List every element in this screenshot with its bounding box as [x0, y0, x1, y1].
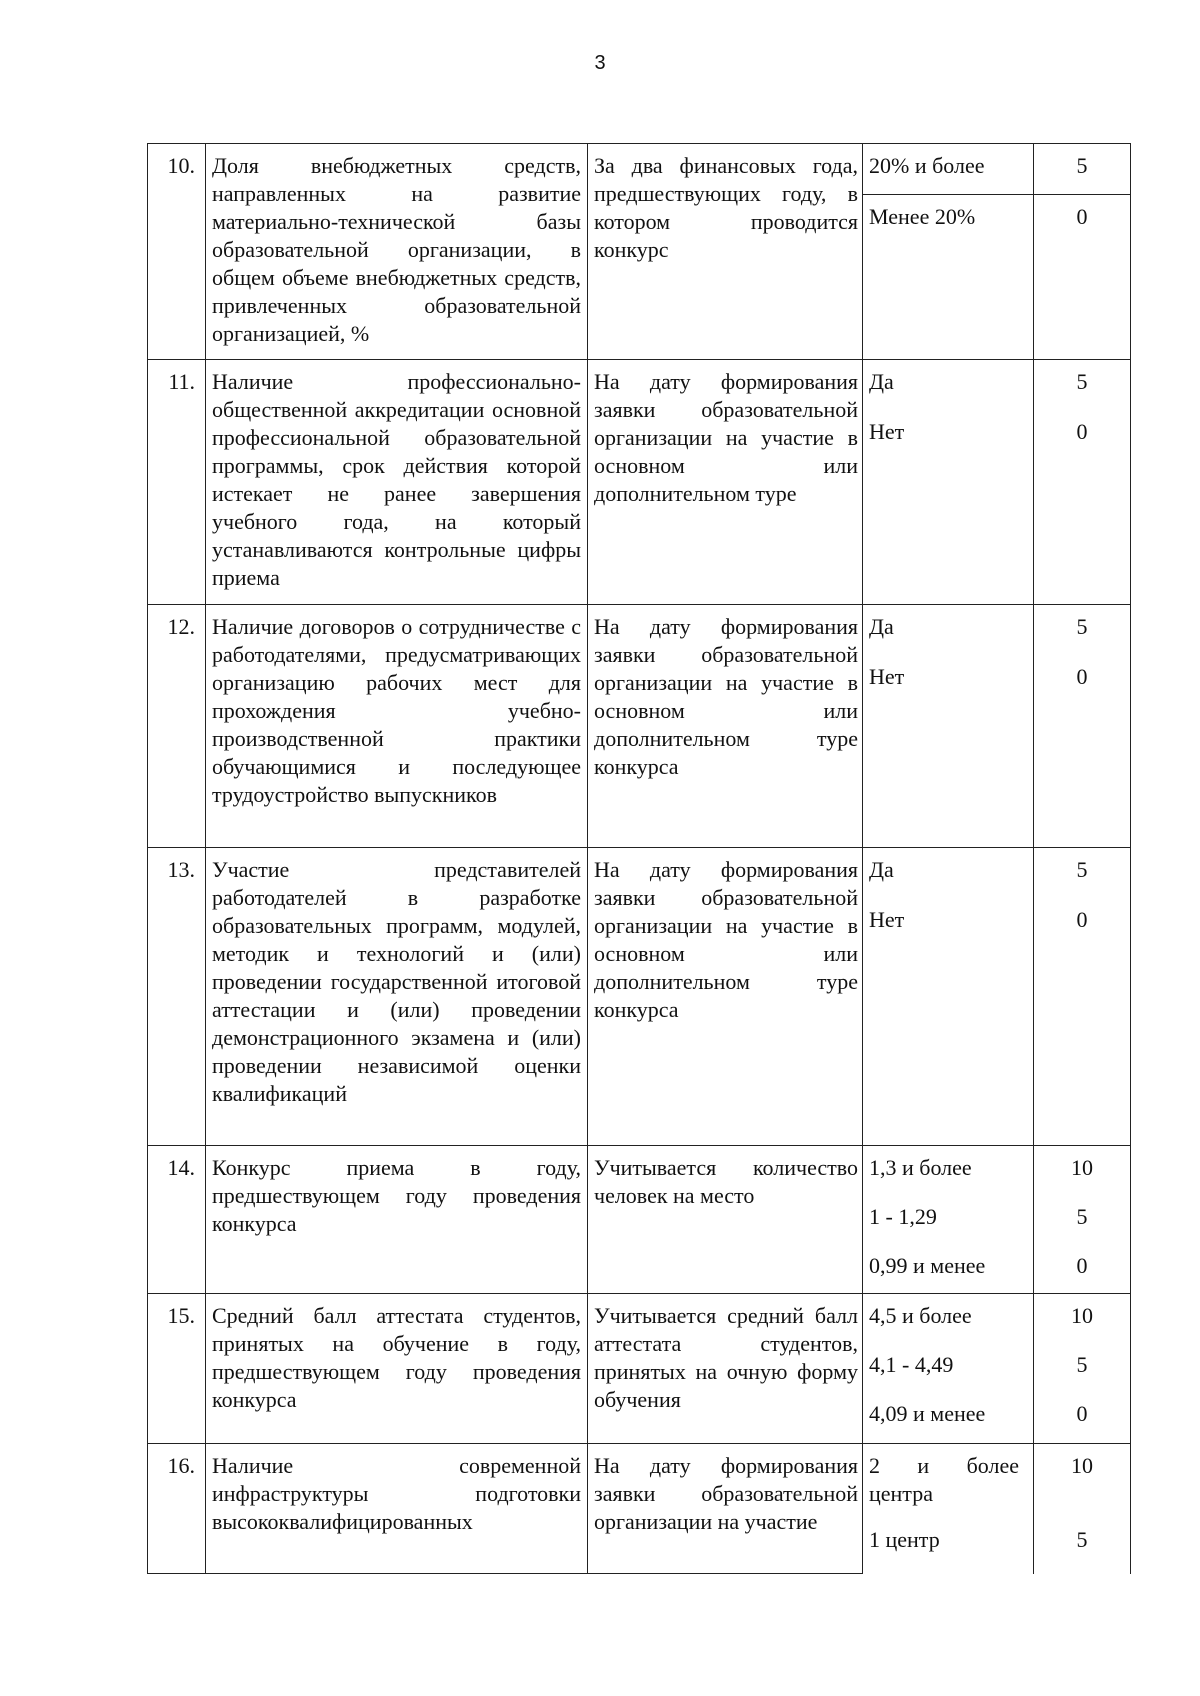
criteria-row-13 [148, 848, 1131, 1146]
option-points: 0 [1076, 1401, 1088, 1426]
row-number: 14. [148, 1146, 206, 1294]
option-value: 4,1 - 4,49 [869, 1352, 954, 1377]
option-value: 1 центр [869, 1527, 940, 1552]
criterion-values [863, 1444, 1034, 1574]
criteria-table [147, 143, 1131, 1574]
criterion-name: Конкурс приема в году, предшествующем году проведения конкурса [206, 1146, 588, 1294]
criterion-values [863, 605, 1034, 848]
criterion-values [863, 848, 1034, 1146]
criterion-condition: На дату формирования заявки образовательной организации на участие в основном или дополнительном туре [588, 360, 863, 605]
criteria-row-10 [148, 144, 1131, 360]
criterion-points [1034, 605, 1131, 848]
criterion-points [1034, 1146, 1131, 1294]
criterion-points [1034, 360, 1131, 605]
option-value: 1,3 и более [869, 1155, 972, 1180]
option-points: 5 [1076, 369, 1088, 394]
row-number: 11. [148, 360, 206, 605]
criteria-row-16 [148, 1444, 1131, 1574]
criterion-condition: За два финансовых года, предшествующих году, в котором проводится конкурс [588, 144, 863, 360]
criterion-condition: На дату формирования заявки образовательной организации на участие в основном или дополнительном туре конкурса [588, 848, 863, 1146]
criterion-name: Наличие современной инфраструктуры подготовки высококвалифицированных [206, 1444, 588, 1574]
criteria-row-11 [148, 360, 1131, 605]
option-value: Нет [869, 664, 905, 689]
option-value: Нет [869, 419, 905, 444]
row-number: 15. [148, 1294, 206, 1444]
page-number: 3 [594, 52, 606, 74]
criterion-points [1034, 144, 1131, 360]
option-value: 0,99 и менее [869, 1253, 986, 1278]
criteria-row-12 [148, 605, 1131, 848]
option-points: 10 [1071, 1155, 1093, 1180]
row-number: 13. [148, 848, 206, 1146]
criterion-values [863, 1294, 1034, 1444]
criterion-condition: На дату формирования заявки образовательной организации на участие [588, 1444, 863, 1574]
option-points: 0 [1076, 907, 1088, 932]
criteria-row-15 [148, 1294, 1131, 1444]
criterion-points [1034, 1444, 1131, 1574]
option-value: 2 и более центра [869, 1453, 1019, 1506]
row-number: 16. [148, 1444, 206, 1574]
criterion-name: Доля внебюджетных средств, направленных на развитие материально-технической базы образовательной организации, в общем объеме внебюджетных средств, привлеченных образовательной организацией, % [206, 144, 588, 360]
criterion-values [863, 144, 1034, 360]
criterion-name: Участие представителей работодателей в разработке образовательных программ, модулей, методик и технологий и (или) проведении государственной итоговой аттестации и (или) проведении демонстрационного экзамена и (или) проведении независимой оценки квалификаций [206, 848, 588, 1146]
option-points: 5 [1076, 614, 1088, 639]
criterion-condition: На дату формирования заявки образовательной организации на участие в основном или дополнительном туре конкурса [588, 605, 863, 848]
option-points: 0 [1034, 194, 1130, 231]
criterion-name: Средний балл аттестата студентов, принятых на обучение в году, предшествующем году проведения конкурса [206, 1294, 588, 1444]
criteria-row-14 [148, 1146, 1131, 1294]
criterion-condition: Учитывается средний балл аттестата студентов, принятых на очную форму обучения [588, 1294, 863, 1444]
row-number: 12. [148, 605, 206, 848]
option-value: Менее 20% [863, 194, 1033, 231]
criterion-points [1034, 848, 1131, 1146]
option-value: Нет [869, 907, 905, 932]
option-points: 0 [1076, 419, 1088, 444]
criterion-name: Наличие профессионально-общественной аккредитации основной профессиональной образовательной программы, срок действия которой истекает не ранее завершения учебного года, на который устанавливаются контрольные цифры приема [206, 360, 588, 605]
option-value: Да [869, 369, 894, 394]
option-points: 5 [1076, 857, 1088, 882]
option-value: 20% и более [869, 153, 985, 178]
criterion-values [863, 360, 1034, 605]
option-value: 4,5 и более [869, 1303, 972, 1328]
option-value: Да [869, 857, 894, 882]
option-value: 4,09 и менее [869, 1401, 986, 1426]
criterion-values [863, 1146, 1034, 1294]
option-points: 0 [1076, 664, 1088, 689]
option-value: Да [869, 614, 894, 639]
option-value: 1 - 1,29 [869, 1204, 937, 1229]
row-number: 10. [148, 144, 206, 360]
option-points: 5 [1076, 1352, 1088, 1377]
option-points: 5 [1076, 1204, 1088, 1229]
option-points: 10 [1071, 1453, 1093, 1478]
option-points: 5 [1076, 1527, 1088, 1552]
option-points: 5 [1076, 153, 1088, 178]
option-points: 10 [1071, 1303, 1093, 1328]
criterion-name: Наличие договоров о сотрудничестве с работодателями, предусматривающих организацию рабочих мест для прохождения учебно-производственной практики обучающимися и последующее трудоустройство выпускников [206, 605, 588, 848]
option-points: 0 [1076, 1253, 1088, 1278]
criterion-condition: Учитывается количество человек на место [588, 1146, 863, 1294]
criterion-points [1034, 1294, 1131, 1444]
